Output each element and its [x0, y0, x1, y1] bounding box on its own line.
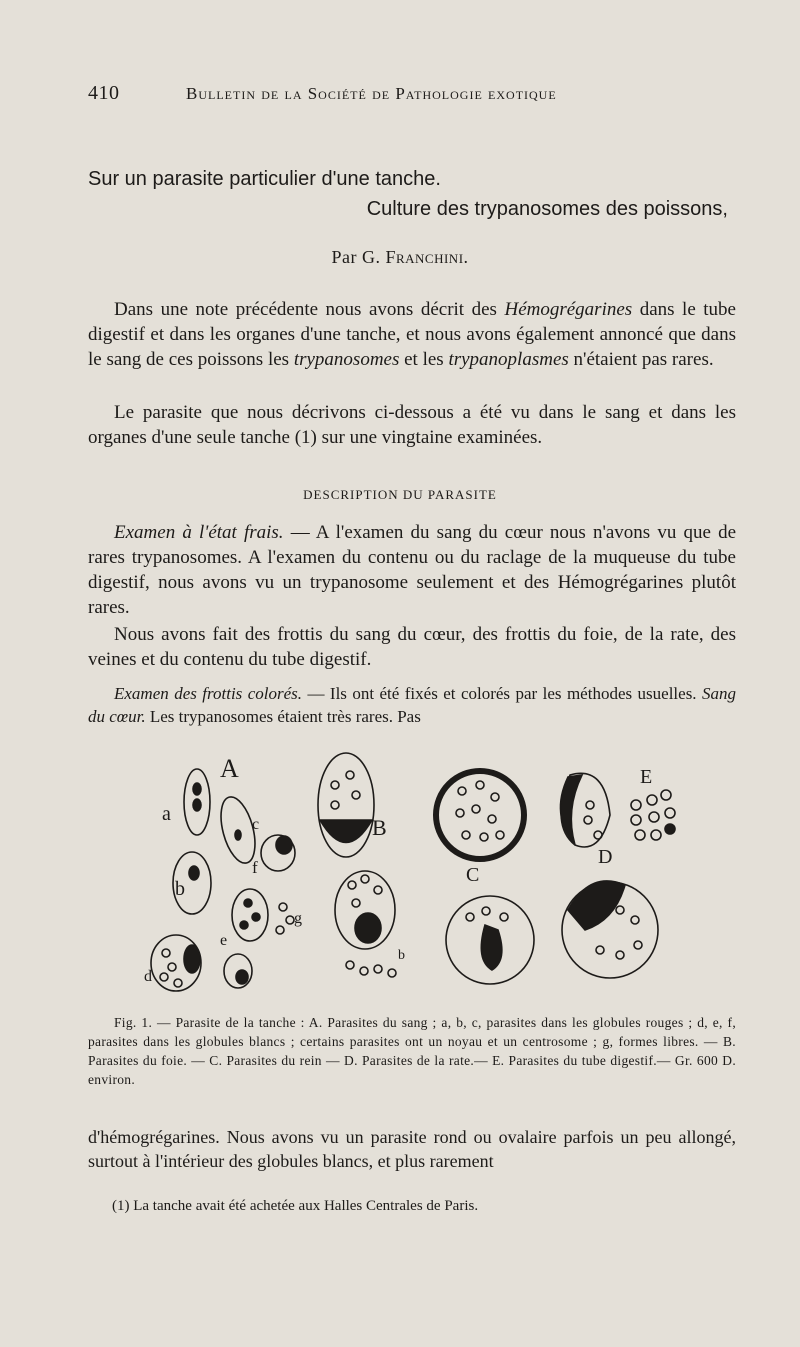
label-a: a — [162, 803, 171, 825]
p1-italic-hemogregarines: Hémogrégarines — [504, 299, 633, 320]
p1-italic-trypanosomes: trypanosomes — [293, 349, 400, 370]
p3-text: — A l'examen du sang du cœur nous n'avons vu que de rares trypanosomes. A l'examen du contenu ou du raclage de la muqueuse du tube digestif, nous avons vu un trypanosome seulement et des Hémogrégarines plutôt rares. — [88, 522, 736, 618]
paragraph-2: Le parasite que nous décrivons ci-dessous a été vu dans le sang et dans les organes d'une seule tanche (1) sur une vingtaine examinées. — [88, 402, 736, 448]
page-number: 410 — [88, 82, 120, 104]
label-g: g — [294, 910, 302, 927]
p5-italic-heading: Examen des frottis colorés. — [114, 684, 303, 703]
p1-text-c: et les — [399, 349, 449, 370]
p1-text-a: Dans une note précédente nous avons décrit des — [114, 299, 505, 320]
cell-e — [232, 889, 268, 941]
paragraph-5 — [88, 682, 736, 728]
article-title-line-1: Sur un parasite particulier d'une tanche. — [88, 168, 441, 190]
p1-italic-trypanoplasmes: trypanoplasmes — [448, 349, 569, 370]
figure-caption: Fig. 1. — Parasite de la tanche : A. Parasites du sang ; a, b, c, parasites dans les globules rouges ; d, e, f, parasites dans les globules blancs ; certains parasites ont un noyau et un centrosome ; g, formes libres. — B. Parasites du foie. — C. Parasites du rein — D. Parasites de la rate.— E. Parasites du tube digestif.— Gr. 600 D. environ. — [88, 1015, 736, 1087]
paragraph-6: d'hémogrégarines. Nous avons vu un parasite rond ou ovalaire parfois un peu allongé, surtout à l'intérieur des globules blancs, et plus rarement — [88, 1127, 736, 1171]
label-A: A — [220, 754, 239, 783]
running-head — [88, 82, 738, 112]
author-name: Franchini. — [385, 247, 469, 267]
section-heading: DESCRIPTION DU PARASITE — [303, 487, 497, 502]
paragraph-4: Nous avons fait des frottis du sang du cœur, des frottis du foie, de la rate, des veines et du contenu du tube digestif. — [88, 624, 736, 670]
p1-text-b: dans le tube digestif et dans les organes d'une tanche, et nous avons également annoncé que dans le sang de ces poissons les — [88, 299, 736, 370]
p5-text-a: — Ils ont été fixés et colorés par les méthodes usuelles. — [302, 684, 702, 703]
label-f: f — [252, 858, 258, 877]
label-b: b — [175, 878, 185, 900]
p5-text-b: Les trypanosomes étaient très rares. Pas — [145, 707, 421, 726]
paragraph-3 — [88, 520, 736, 620]
label-B-sub: b — [398, 948, 405, 963]
cell-C-1 — [436, 771, 524, 859]
journal-title: Bulletin de la Société de Pathologie exotique — [186, 84, 557, 103]
label-c: c — [252, 816, 260, 833]
label-e: e — [220, 932, 228, 949]
paragraph-1 — [88, 297, 736, 372]
p5-italic-sang: Sang du cœur. — [88, 684, 736, 726]
label-d: d — [144, 968, 152, 985]
label-D: D — [598, 846, 613, 868]
p1-text-d: n'étaient pas rares. — [568, 349, 714, 370]
label-E: E — [640, 766, 653, 788]
label-C: C — [466, 864, 480, 886]
author-line — [0, 247, 800, 268]
author-prefix: Par G. — [331, 247, 381, 267]
label-B: B — [372, 815, 387, 840]
figure-parasite-drawing — [120, 745, 680, 1010]
footnote: (1) La tanche avait été achetée aux Halles Centrales de Paris. — [112, 1198, 479, 1214]
article-title-line-2: Culture des trypanosomes des poissons, — [366, 198, 728, 220]
p3-italic-heading: Examen à l'état frais. — [114, 522, 284, 543]
